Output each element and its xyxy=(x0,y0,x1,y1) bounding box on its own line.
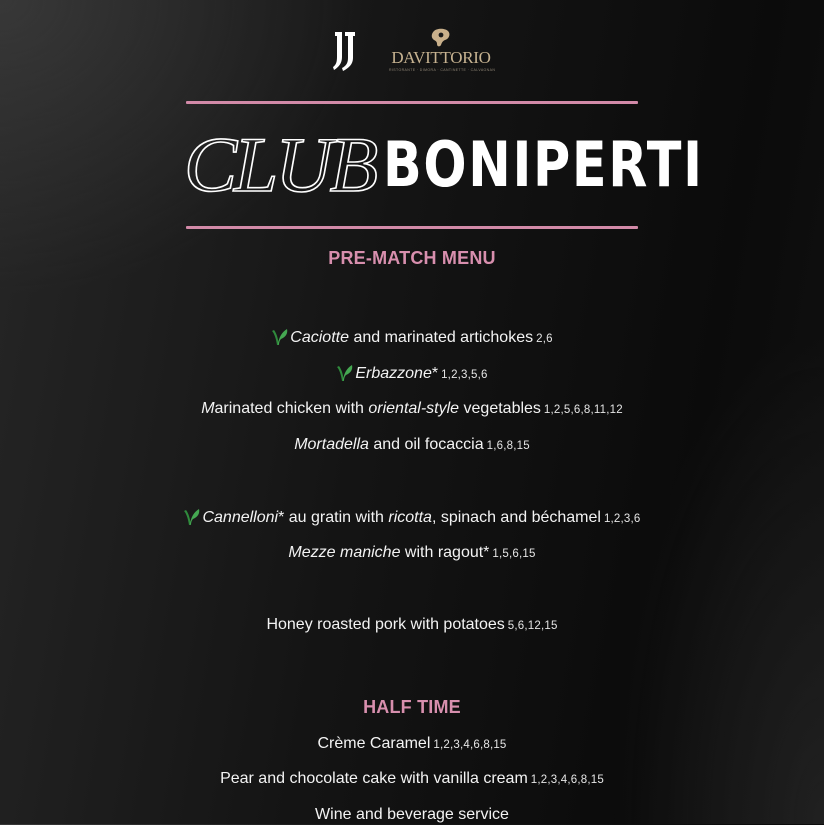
menu-item-text: with ragout* xyxy=(400,544,490,561)
menu-item-text: Wine and beverage service xyxy=(315,806,509,823)
menu-item-text: M xyxy=(201,400,215,417)
menu-item-text: and oil focaccia xyxy=(368,436,484,453)
vegetarian-leaf-icon xyxy=(271,327,289,347)
title-boniperti: BONIPERTI xyxy=(383,128,704,201)
allergen-codes: 2,6 xyxy=(536,333,553,345)
davittorio-logo xyxy=(387,28,495,76)
menu-item xyxy=(0,769,824,790)
allergen-codes: 1,2,3,4,6,8,15 xyxy=(530,774,604,786)
allergen-codes: 1,2,3,6 xyxy=(603,513,641,525)
davittorio-name: DAVITTORIO xyxy=(391,48,491,67)
davittorio-mark-icon xyxy=(428,28,452,48)
menu-item-text: ricotta xyxy=(388,509,432,526)
page-title xyxy=(184,121,704,208)
allergen-codes: 5,6,12,15 xyxy=(507,620,558,632)
menu-item-text: Honey roasted pork with potatoes xyxy=(266,616,505,633)
menu-item-text: Mezze maniche xyxy=(288,544,401,561)
menu-item-text: Erbazzone xyxy=(355,365,432,382)
menu-item xyxy=(0,805,824,825)
top-divider xyxy=(186,101,638,104)
pre-match-heading: PRE-MATCH MENU xyxy=(328,248,496,268)
menu-item-text: arinated chicken with xyxy=(214,400,369,417)
menu-item-text: Pear and chocolate cake with vanilla cream xyxy=(220,770,528,787)
menu-item-text: vegetables xyxy=(459,400,541,417)
menu-item xyxy=(0,363,824,385)
allergen-codes: 1,2,3,4,6,8,15 xyxy=(433,739,507,751)
menu-item xyxy=(0,615,824,636)
vegetarian-leaf-icon xyxy=(183,507,201,527)
allergen-codes: 1,6,8,15 xyxy=(486,440,530,452)
allergen-codes: 1,5,6,15 xyxy=(492,548,536,560)
menu-item-text: Mortadella xyxy=(294,436,369,453)
menu-item xyxy=(0,507,824,529)
menu-item-text: Cannelloni xyxy=(202,509,279,526)
allergen-codes: 1,2,5,6,8,11,12 xyxy=(543,404,623,416)
menu-item xyxy=(0,327,824,349)
juventus-j-logo-icon xyxy=(332,30,358,72)
menu-item xyxy=(0,435,824,456)
menu-item-text: and marinated artichokes xyxy=(349,329,534,346)
bottom-divider xyxy=(186,226,638,229)
menu-item-text: Crème Caramel xyxy=(317,735,431,752)
menu-item-text: oriental-style xyxy=(368,400,460,417)
menu-item xyxy=(0,734,824,755)
menu-item-text: * au gratin with xyxy=(278,509,389,526)
logo-bar xyxy=(0,28,824,76)
allergen-codes: 1,2,3,5,6 xyxy=(441,369,488,381)
menu-item-text: , spinach and béchamel xyxy=(431,509,601,526)
menu-item xyxy=(0,399,824,420)
menu-item-text: * xyxy=(431,365,439,382)
menu-item xyxy=(0,543,824,564)
half-time-heading: HALF TIME xyxy=(363,697,461,717)
menu-item-text: Caciotte xyxy=(290,329,349,346)
title-club: CLUB xyxy=(184,121,376,208)
davittorio-subtitle: RISTORANTE · DIMORA · CANTINETTE · CALVAGNAN xyxy=(389,68,496,72)
vegetarian-leaf-icon xyxy=(336,363,354,383)
